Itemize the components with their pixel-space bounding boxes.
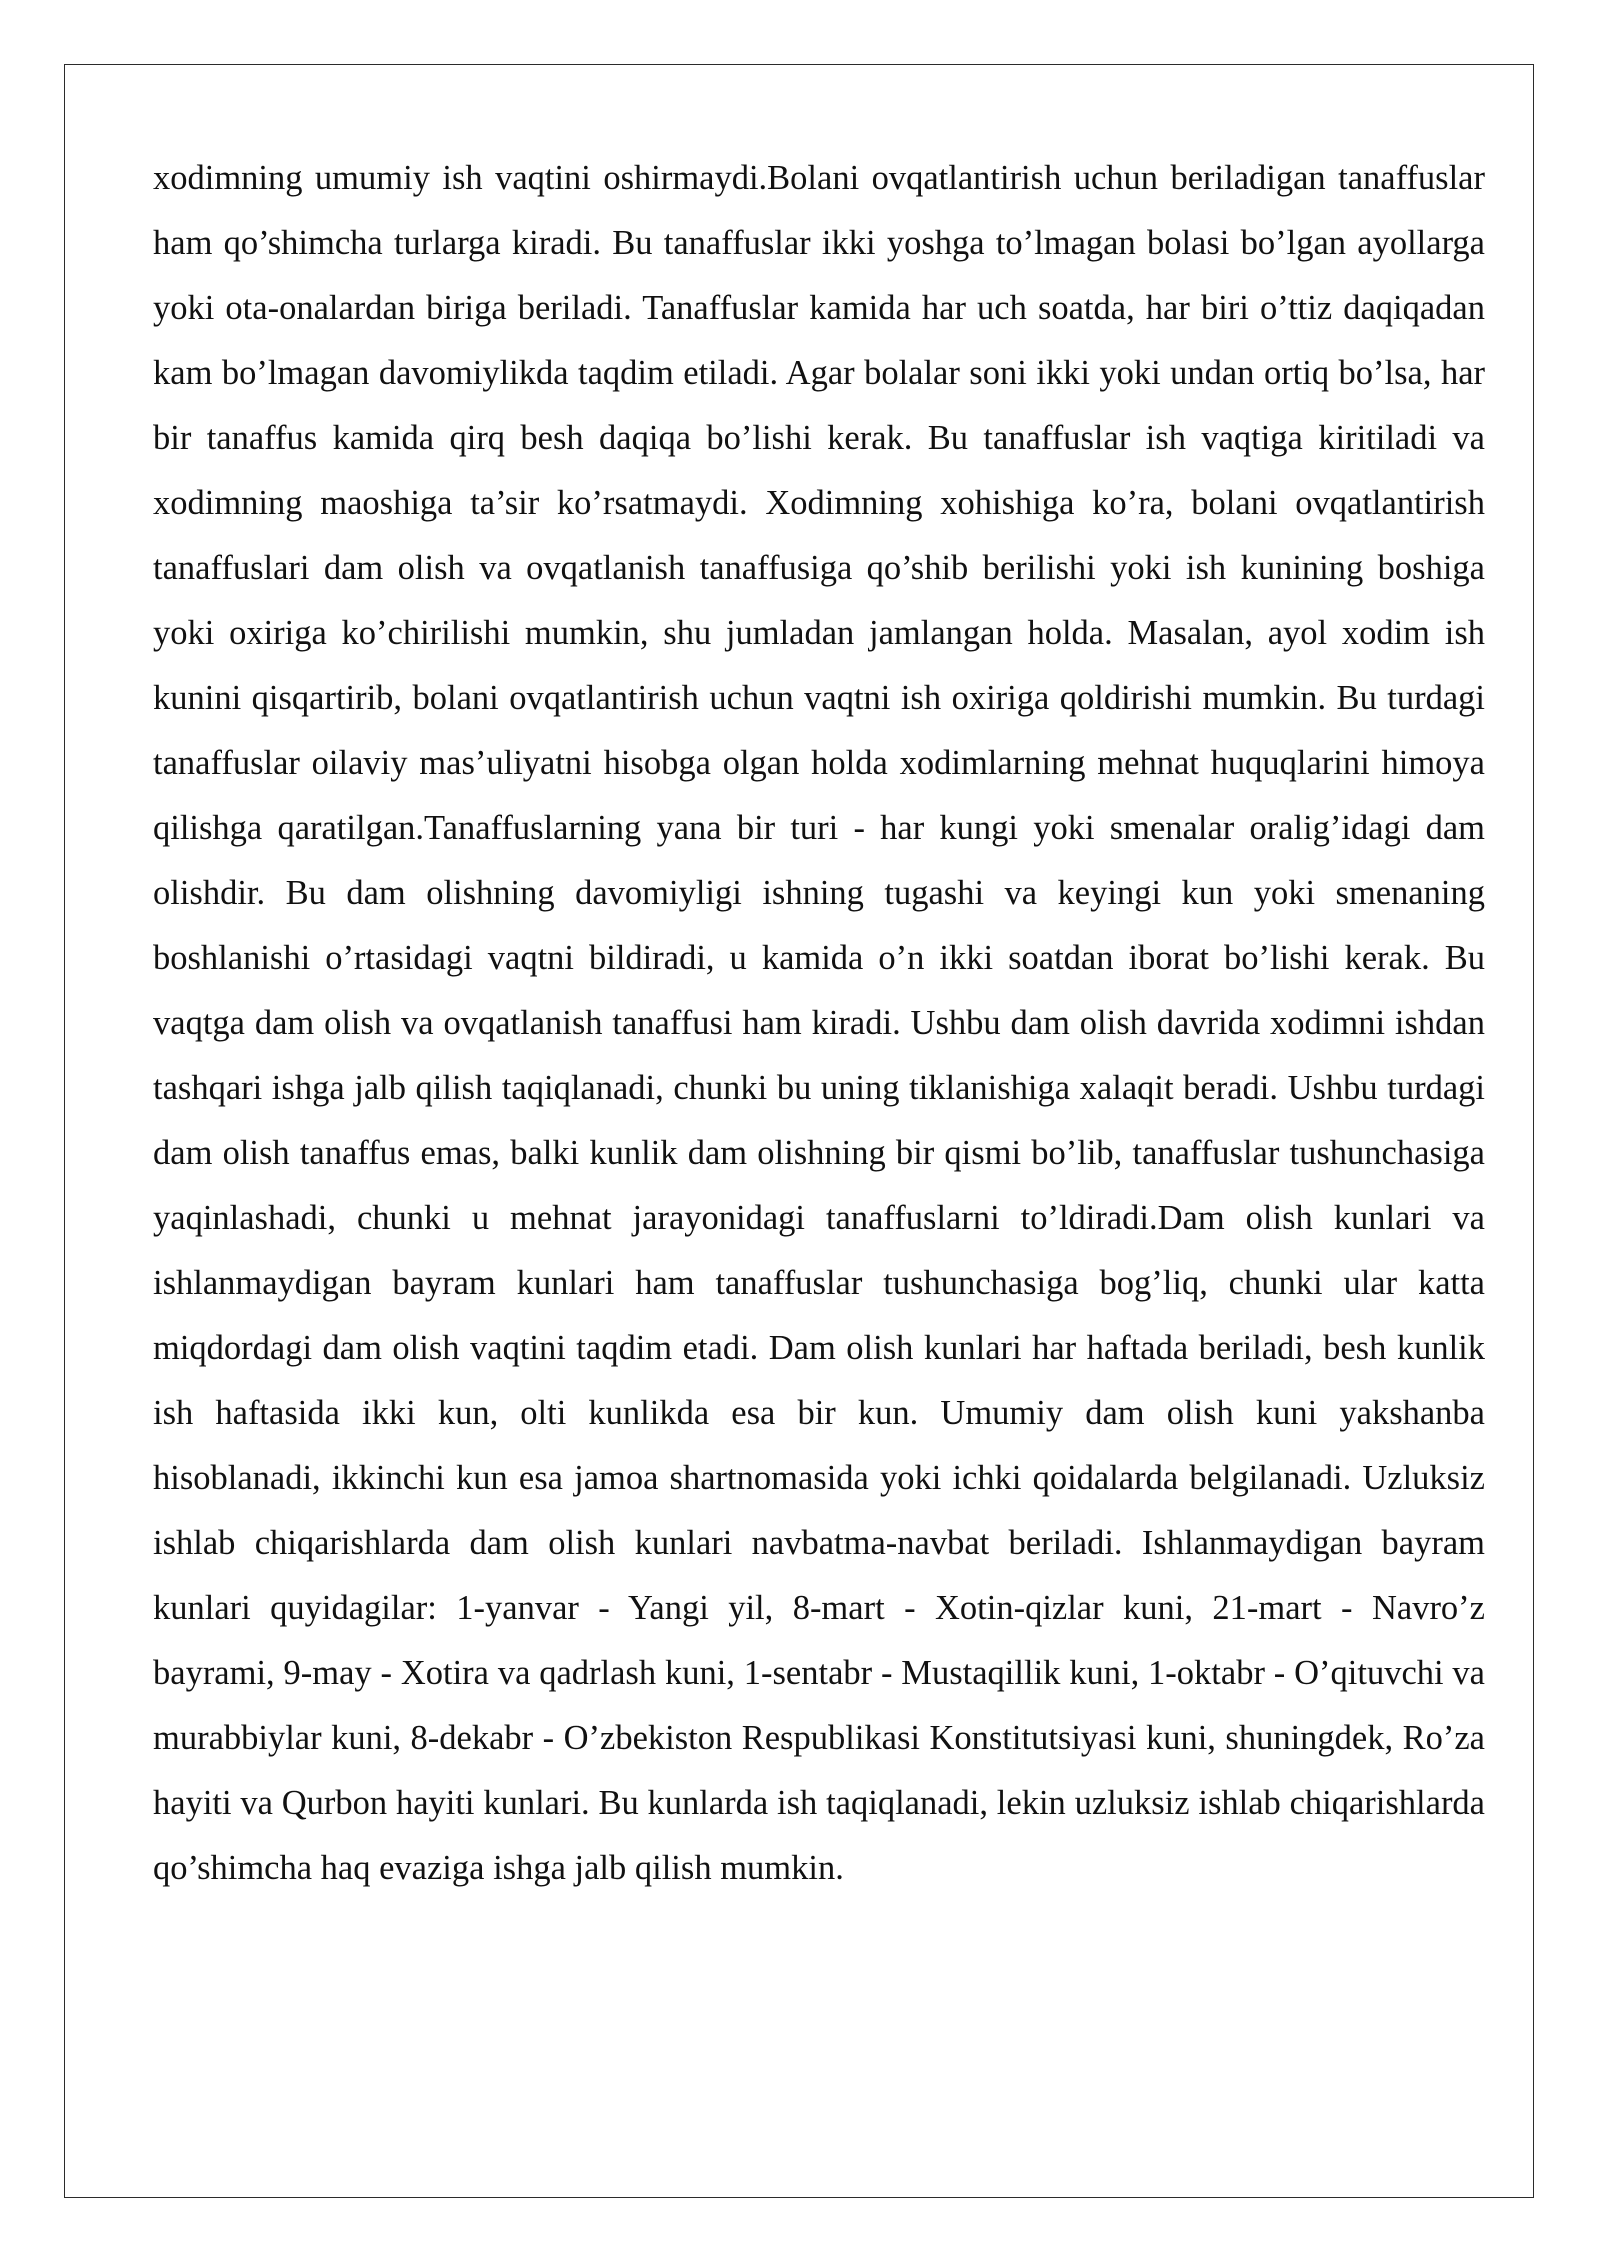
- body-paragraph: xodimning umumiy ish vaqtini oshirmaydi.Bolani ovqatlantirish uchun beriladigan tanaffuslar ham qo’shimcha turlarga kiradi. Bu tanaffuslar ikki yoshga to’lmagan bolasi bo’lgan ayollarga yoki ota-onalardan biriga beriladi. Tanaffuslar kamida har uch soatda, har biri o’ttiz daqiqadan kam bo’lmagan davomiylikda taqdim etiladi. Agar bolalar soni ikki yoki undan ortiq bo’lsa, har bir tanaffus kamida qirq besh daqiqa bo’lishi kerak. Bu tanaffuslar ish vaqtiga kiritiladi va xodimning maoshiga ta’sir ko’rsatmaydi. Xodimning xohishiga ko’ra, bolani ovqatlantirish tanaffuslari dam olish va ovqatlanish tanaffusiga qo’shib berilishi yoki ish kunining boshiga yoki oxiriga ko’chirilishi mumkin, shu jumladan jamlangan holda. Masalan, ayol xodim ish kunini qisqartirib, bolani ovqatlantirish uchun vaqtni ish oxiriga qoldirishi mumkin. Bu turdagi tanaffuslar oilaviy mas’uliyatni hisobga olgan holda xodimlarning mehnat huquqlarini himoya qilishga qaratilgan.Tanaffuslarning yana bir turi - har kungi yoki smenalar oralig’idagi dam olishdir. Bu dam olishning davomiyligi ishning tugashi va keyingi kun yoki smenaning boshlanishi o’rtasidagi vaqtni bildiradi, u kamida o’n ikki soatdan iborat bo’lishi kerak. Bu vaqtga dam olish va ovqatlanish tanaffusi ham kiradi. Ushbu dam olish davrida xodimni ishdan tashqari ishga jalb qilish taqiqlanadi, chunki bu uning tiklanishiga xalaqit beradi. Ushbu turdagi dam olish tanaffus emas, balki kunlik dam olishning bir qismi bo’lib, tanaffuslar tushunchasiga yaqinlashadi, chunki u mehnat jarayonidagi tanaffuslarni to’ldiradi.Dam olish kunlari va ishlanmaydigan bayram kunlari ham tanaffuslar tushunchasiga bog’liq, chunki ular katta miqdordagi dam olish vaqtini taqdim etadi. Dam olish kunlari har haftada beriladi, besh kunlik ish haftasida ikki kun, olti kunlikda esa bir kun. Umumiy dam olish kuni yakshanba hisoblanadi, ikkinchi kun esa jamoa shartnomasida yoki ichki qoidalarda belgilanadi. Uzluksiz ishlab chiqarishlarda dam olish kunlari navbatma-navbat beriladi. Ishlanmaydigan bayram kunlari quyidagilar: 1-yanvar - Yangi yil, 8-mart - Xotin-qizlar kuni, 21-mart - Navro’z bayrami, 9-may - Xotira va qadrlash kuni, 1-sentabr - Mustaqillik kuni, 1-oktabr - O’qituvchi va murabbiylar kuni, 8-dekabr - O’zbekiston Respublikasi Konstitutsiyasi kuni, shuningdek, Ro’za hayiti va Qurbon hayiti kunlari. Bu kunlarda ish taqiqlanadi, lekin uzluksiz ishlab chiqarishlarda qo’shimcha haq evaziga ishga jalb qilish mumkin.: [153, 159, 1485, 1887]
- document-body: [153, 146, 1485, 1901]
